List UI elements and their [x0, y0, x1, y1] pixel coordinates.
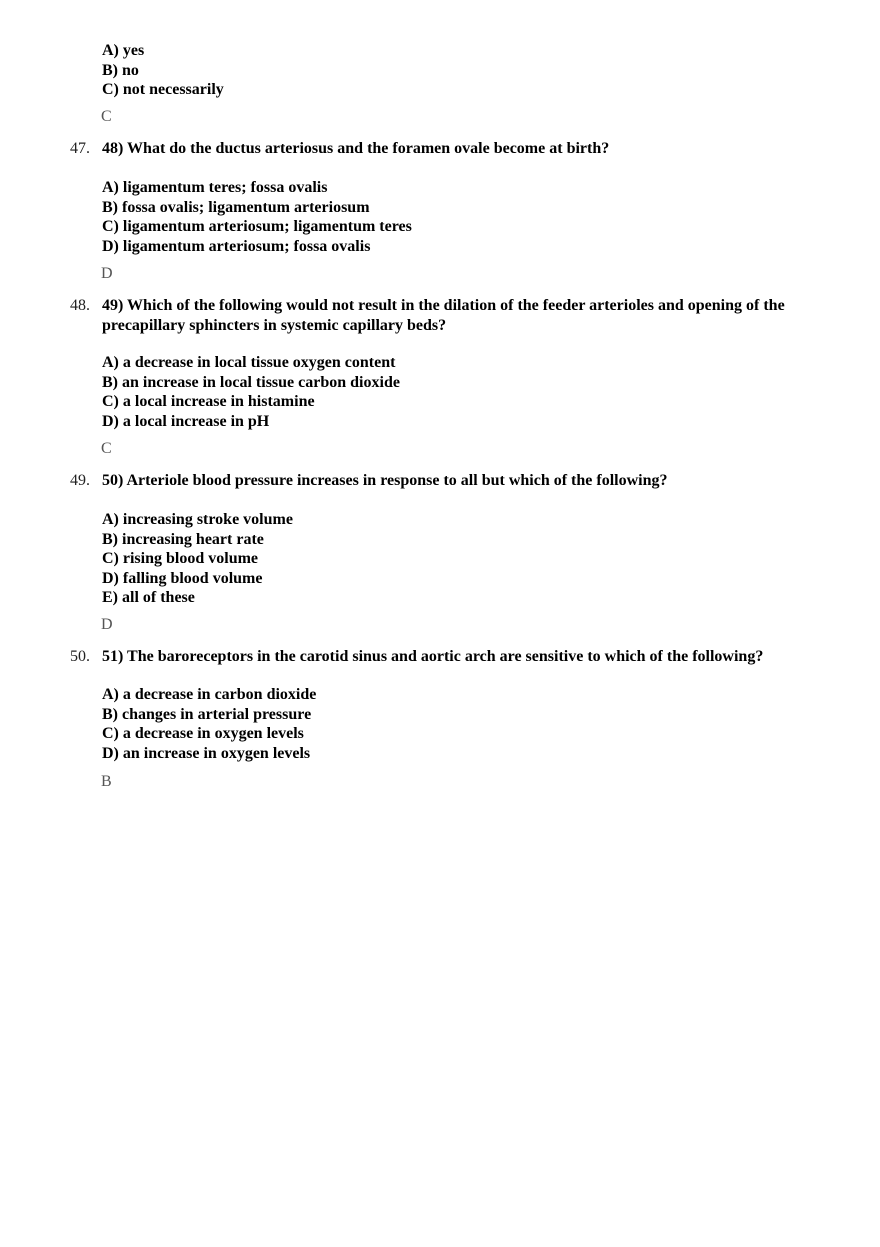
answer-key: C: [101, 108, 112, 125]
option: C) rising blood volume: [102, 550, 259, 568]
option: D) falling blood volume: [102, 569, 263, 587]
option: B) increasing heart rate: [102, 530, 264, 548]
option: C) a decrease in oxygen levels: [102, 725, 304, 743]
question-options: [102, 178, 412, 256]
option: B) an increase in local tissue carbon dioxide: [102, 373, 400, 391]
question-index: 48.: [70, 297, 90, 314]
option: D) an increase in oxygen levels: [102, 744, 311, 762]
answer-key: B: [101, 773, 112, 790]
option: A) a decrease in carbon dioxide: [102, 686, 317, 703]
question-index: 47.: [70, 140, 90, 157]
option: A) increasing stroke volume: [102, 511, 293, 528]
option: E) all of these: [102, 589, 195, 607]
question-text: 50) Arteriole blood pressure increases in response to all but which of the following?: [102, 472, 668, 489]
question-text: 49) Which of the following would not result in the dilation of the feeder arterioles and opening of the precapillary sphincters in systemic capillary beds?: [102, 297, 785, 334]
carryover-options: [102, 41, 224, 100]
question-index: 49.: [70, 472, 90, 489]
option: C) not necessarily: [102, 81, 224, 99]
option: B) no: [102, 61, 139, 79]
option: B) fossa ovalis; ligamentum arteriosum: [102, 198, 370, 216]
question-index: 50.: [70, 648, 90, 665]
option: D) ligamentum arteriosum; fossa ovalis: [102, 237, 371, 255]
question-text: 48) What do the ductus arteriosus and the foramen ovale become at birth?: [102, 140, 610, 157]
option: D) a local increase in pH: [102, 412, 270, 430]
answer-key: D: [101, 616, 113, 633]
option: C) ligamentum arteriosum; ligamentum teres: [102, 218, 412, 236]
answer-key: D: [101, 265, 113, 282]
question-text: 51) The baroreceptors in the carotid sinus and aortic arch are sensitive to which of the following?: [102, 648, 764, 665]
option: B) changes in arterial pressure: [102, 705, 312, 723]
option: A) ligamentum teres; fossa ovalis: [102, 179, 328, 196]
answer-key: C: [101, 440, 112, 457]
option: C) a local increase in histamine: [102, 393, 315, 411]
option: A) a decrease in local tissue oxygen content: [102, 354, 396, 371]
question-options: [102, 510, 293, 608]
question-options: [102, 685, 316, 763]
option: A) yes: [102, 42, 145, 59]
question-options: [102, 353, 400, 431]
